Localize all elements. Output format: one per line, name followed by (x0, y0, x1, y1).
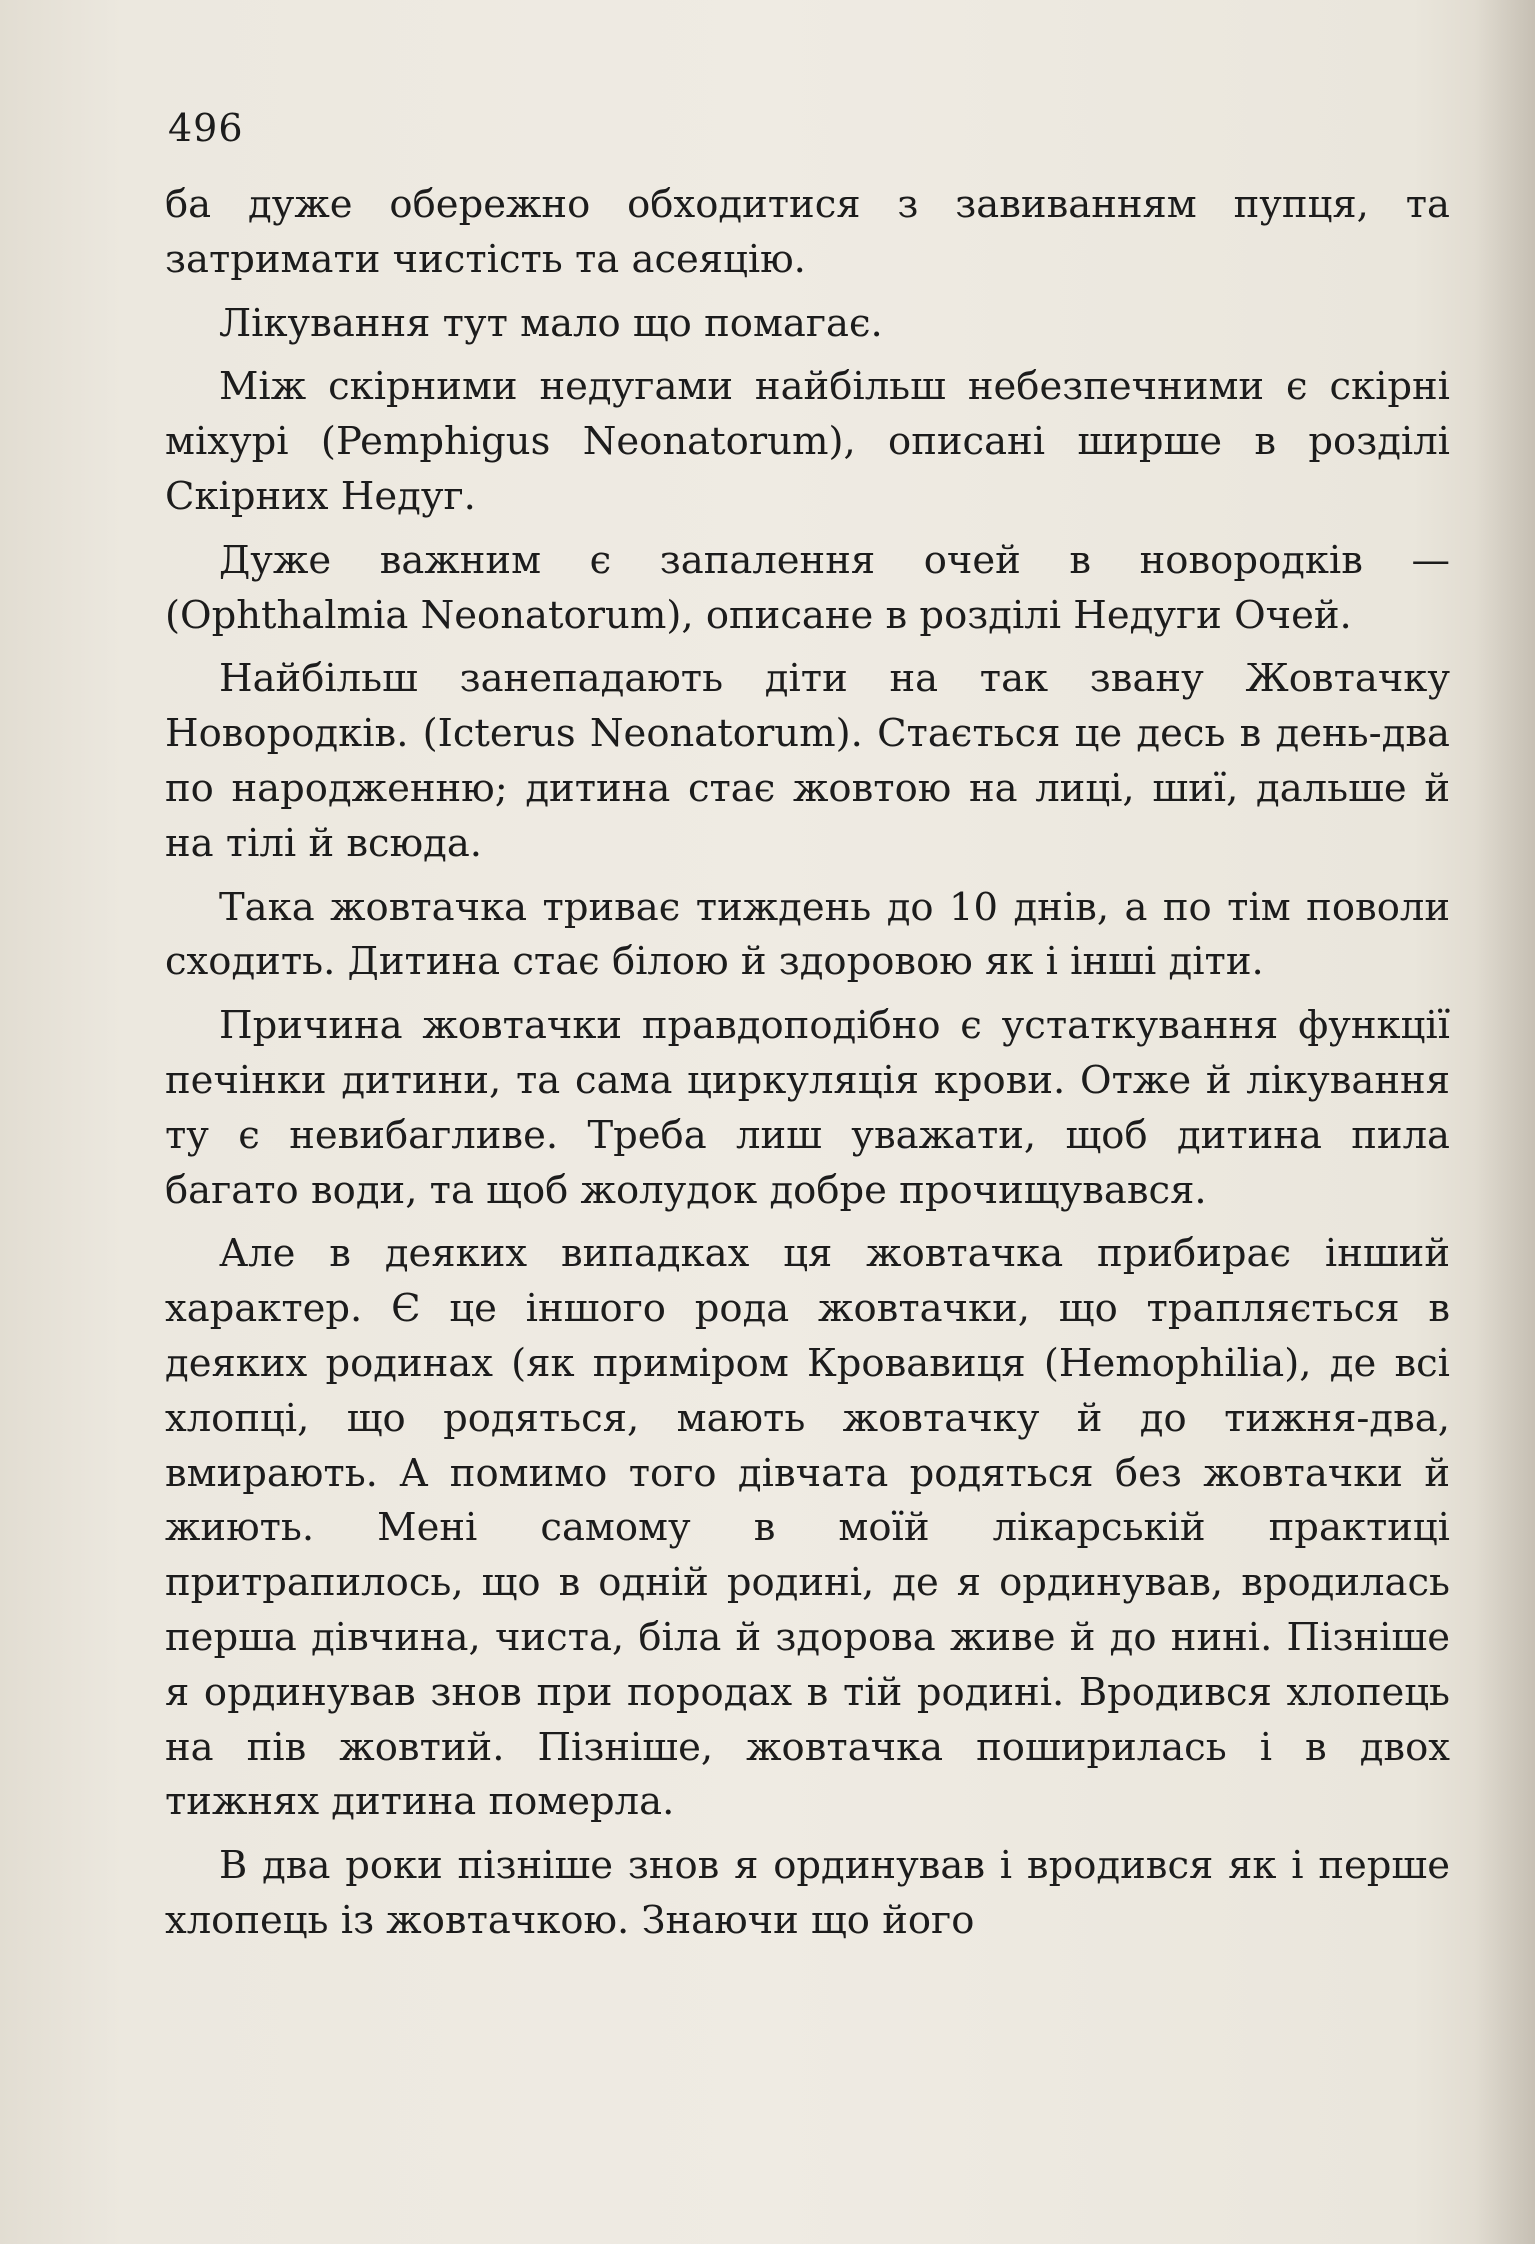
paragraph: Така жовтачка триває тиждень до 10 днів, а по тім поволи сходить. Дитина стає білою й здоровою як і інші діти. (165, 884, 1450, 985)
page-number: 496 (168, 106, 244, 150)
paragraph: Найбільш занепадають діти на так звану Жовтачку Новородків. (Icterus Neonatorum). Стається це десь в день-два по народженню; дитина стає жовтою на лиці, шиї, дальше й на тілі й всюда. (165, 656, 1450, 866)
paragraph: Дуже важним є запалення очей в новородків — (Ophthalmia Neonatorum), описане в розділі Недуги Очей. (165, 537, 1450, 638)
paragraph: Між скірними недугами найбільш небезпечними є скірні міхурі (Pemphigus Neonatorum), описані ширше в розділі Скірних Недуг. (165, 364, 1450, 519)
paragraph: Причина жовтачки правдоподібно є устаткування функції печінки дитини, та сама циркуляція крови. Отже й лікування ту є невибагливе. Треба лиш уважати, щоб дитина пила багато води, та щоб жолудок добре прочищувався. (165, 1003, 1450, 1213)
paragraph: Лікування тут мало що помагає. (219, 300, 883, 346)
body-text (165, 178, 1450, 1949)
page-edge-shadow (1475, 0, 1535, 2244)
paragraph: В два роки пізніше знов я ординував і вродився як і перше хлопець із жовтачкою. Знаючи що його (165, 1843, 1450, 1943)
paragraph-continuation: ба дуже обережно обходитися з завиванням пупця, та затримати чистість та асеяцію. (165, 182, 1450, 282)
paragraph: Але в деяких випадках ця жовтачка прибирає інший характер. Є це іншого рода жовтачки, що трапляється в деяких родинах (як приміром Кровавиця (Hemophilia), де всі хлопці, що родяться, мають жовтачку й до тижня-два, вмирають. А помимо того дівчата родяться без жовтачки й жиють. Мені самому в моїй лікарській практиці притрапилось, що в одній родині, де я ординував, вродилась перша дівчина, чиста, біла й здорова живе й до нині. Пізніше я ординував знов при породах в тій родині. Вродився хлопець на пів жовтий. Пізніше, жовтачка поширилась і в двох тижнях дитина померла. (165, 1231, 1450, 1825)
